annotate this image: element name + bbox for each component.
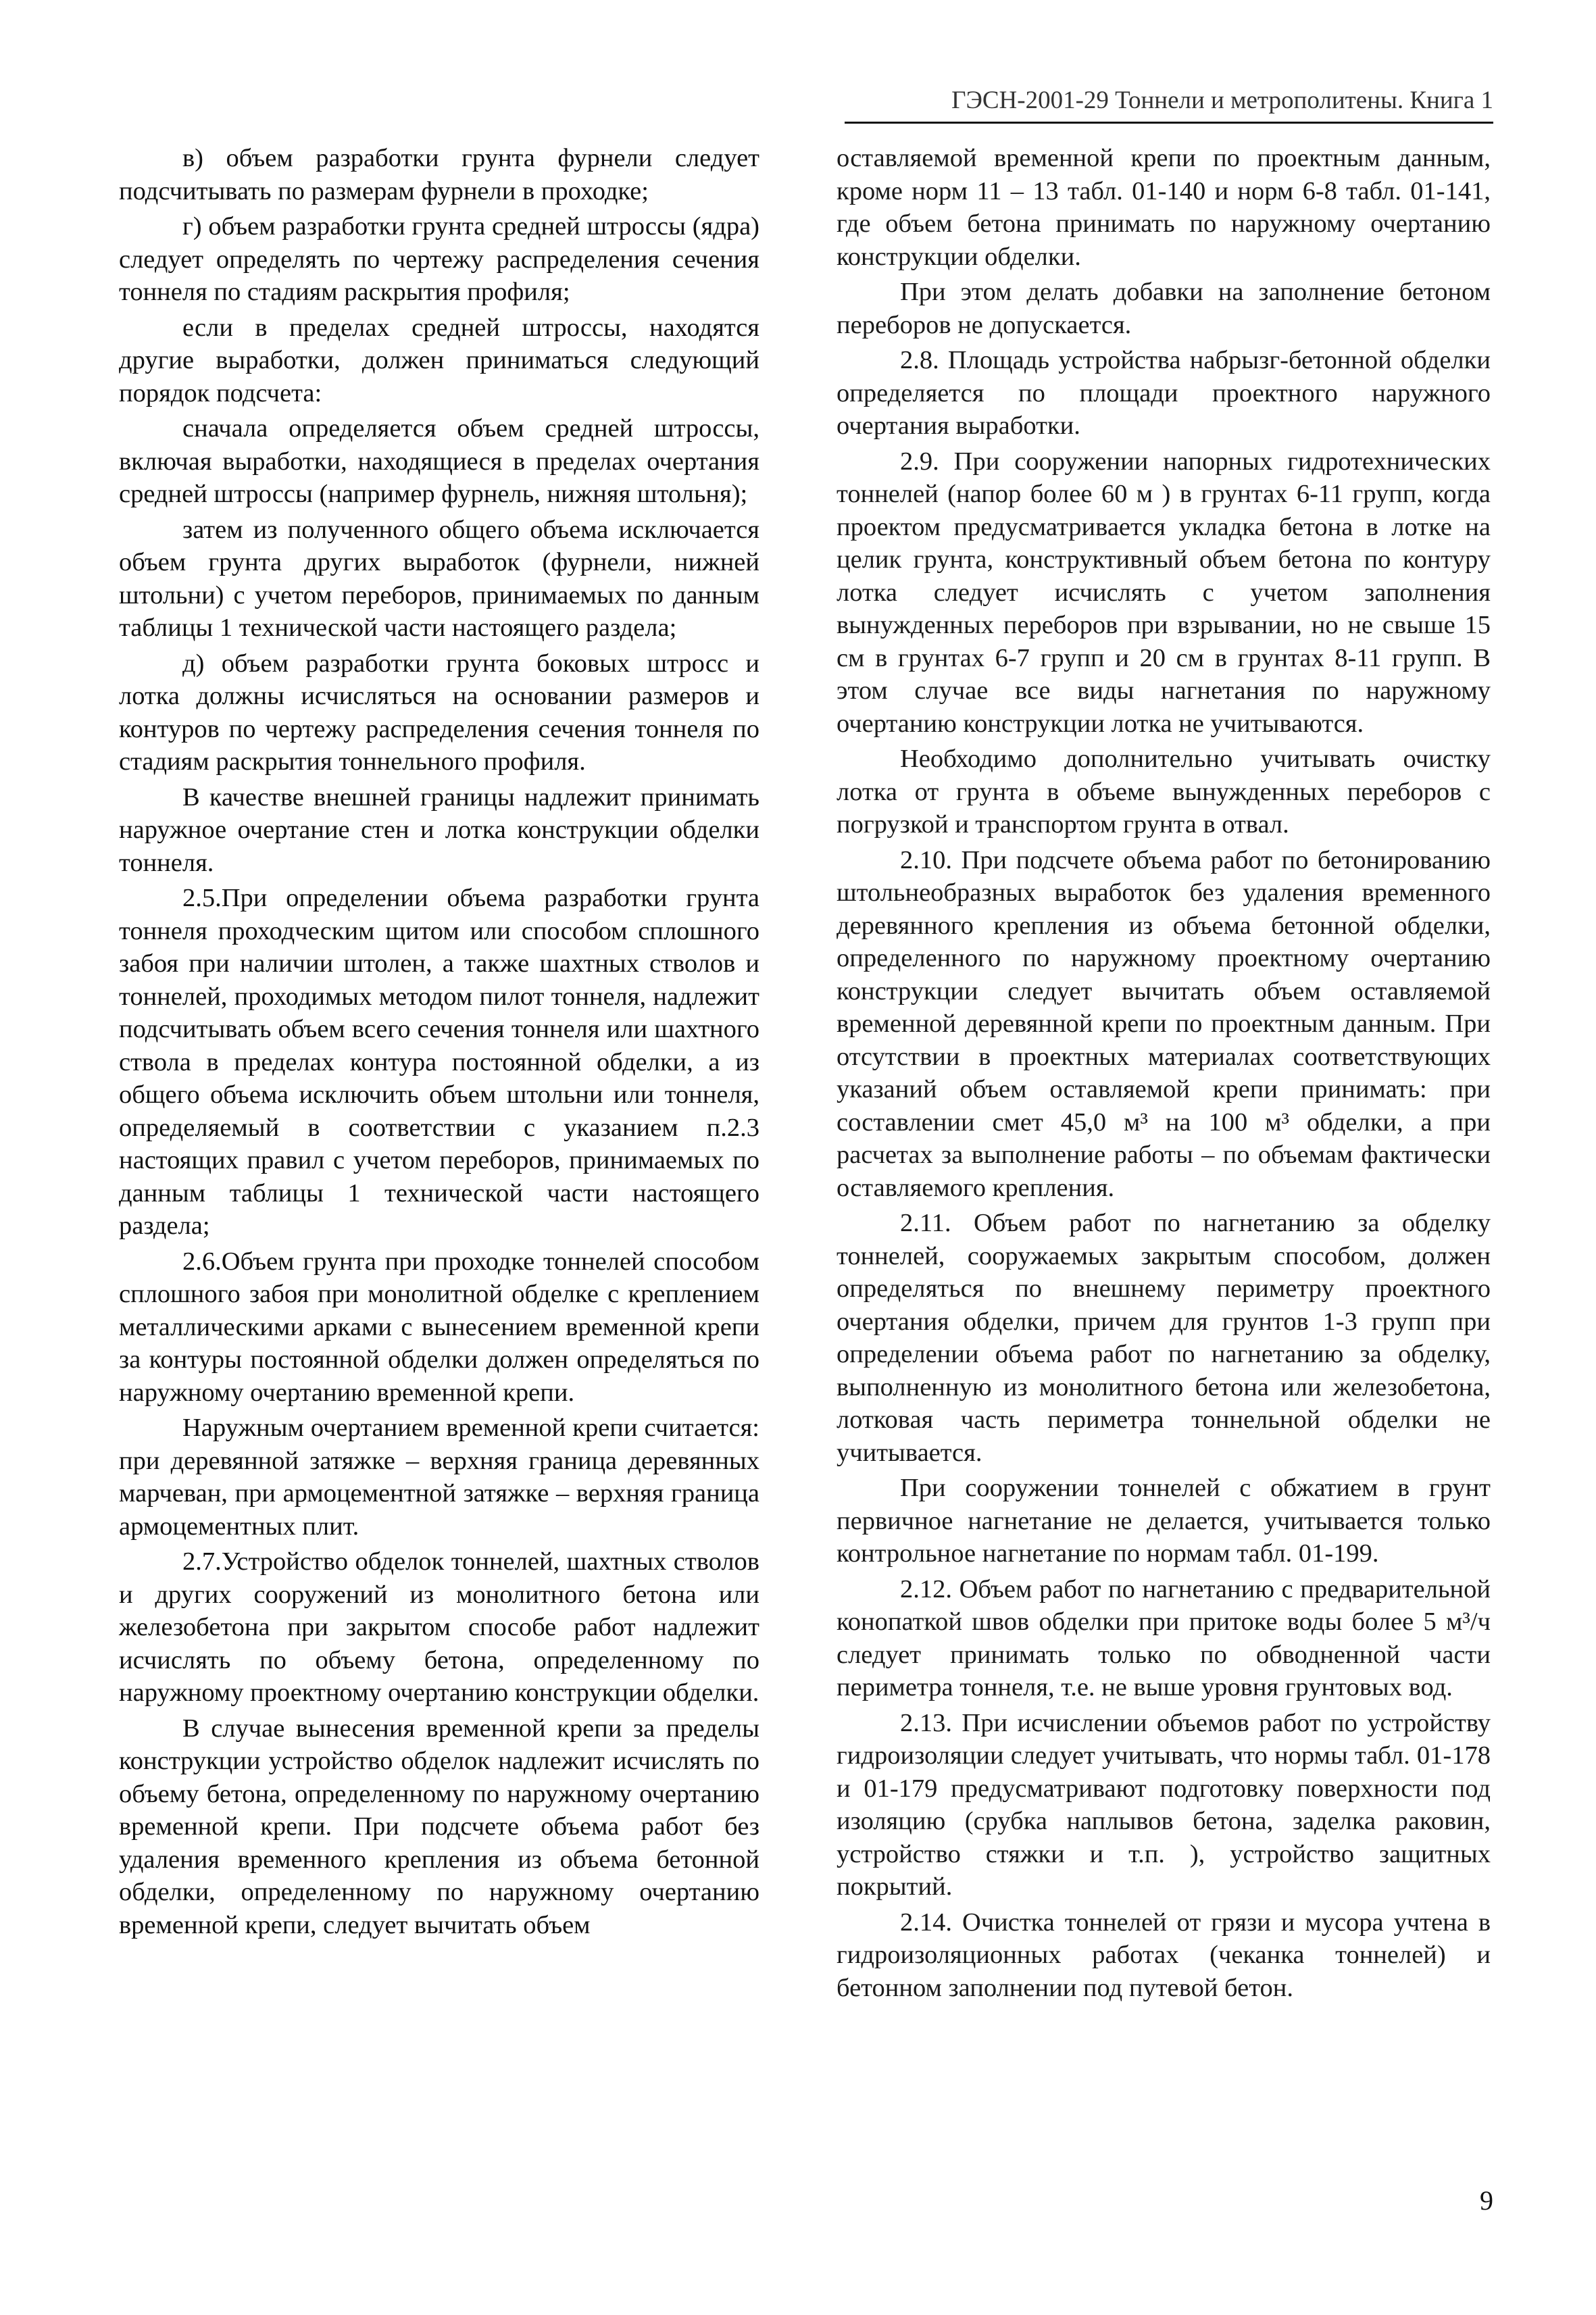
paragraph: д) объем разработки грунта боковых штросс и лотка должны исчисляться на основании размеров и контуров по чертежу распределения сечения тоннеля по стадиям раскрытия тоннельного профиля.	[119, 649, 759, 776]
paragraph: 2.13. При исчислении объемов работ по устройству гидроизоляции следует учитывать, что нормы табл. 01-178 и 01-179 предусматривают подготовку поверхности под изоляцию (срубка наплывов бетона, заделка раковин, устройство стяжки и т.п. ), устройство защитных покрытий.	[837, 1708, 1491, 1901]
paragraph: 2.12. Объем работ по нагнетанию с предварительной конопаткой швов обделки при притоке воды более 5 м³/ч следует принимать только по обводненной части периметра тоннеля, т.е. не выше уровня грунтовых вод.	[837, 1574, 1491, 1701]
paragraph: При этом делать добавки на заполнение бетоном переборов не допускается.	[837, 278, 1491, 339]
paragraph: 2.8. Площадь устройства набрызг-бетонной обделки определяется по площади проектного наружного очертания выработки.	[837, 346, 1491, 440]
paragraph: 2.6.Объем грунта при проходке тоннелей способом сплошного забоя при монолитной обделке с креплением металлическими арками с вынесением временной крепи за контуры постоянной обделки должен определяться по наружному очертанию временной крепи.	[119, 1247, 759, 1407]
right-column	[837, 142, 1491, 2007]
page-number: 9	[1480, 2185, 1493, 2216]
paragraph: 2.9. При сооружении напорных гидротехнических тоннелей (напор более 60 м ) в грунтах 6-11 групп, когда проектом предусматривается укладка бетона в лотке на целик грунта, конструктивный объем бетона по контуру лотка следует исчислять с учетом заполнения вынужденных переборов при взрывании, но не свыше 15 см в грунтах 6-7 групп и 20 см в грунтах 8-11 групп. В этом случае все виды нагнетания по наружному очертанию конструкции лотка не учитываются.	[837, 447, 1491, 738]
paragraph: сначала определяется объем средней штроссы, включая выработки, находящиеся в пределах очертания средней штроссы (например фурнель, нижняя штольня);	[119, 414, 759, 508]
paragraph: В случае вынесения временной крепи за пределы конструкции устройство обделок надлежит исчислять по объему бетона, определенному по наружному очертанию временной крепи. При подсчете объема работ без удаления временного крепления из объема бетонной обделки, определенному по наружному очертанию временной крепи, следует вычитать объем	[119, 1714, 759, 1939]
left-column	[119, 142, 759, 1944]
paragraph: Необходимо дополнительно учитывать очистку лотка от грунта в объеме вынужденных переборов с погрузкой и транспортом грунта в отвал.	[837, 745, 1491, 839]
paragraph: оставляемой временной крепи по проектным данным, кроме норм 11 – 13 табл. 01-140 и норм 6-8 табл. 01-141, где объем бетона принимать по наружному очертанию конструкции обделки.	[837, 144, 1491, 271]
paragraph: в) объем разработки грунта фурнели следует подсчитывать по размерам фурнели в проходке;	[119, 144, 759, 205]
paragraph: затем из полученного общего объема исключается объем грунта других выработок (фурнели, нижней штольни) с учетом переборов, принимаемых по данным таблицы 1 технической части настоящего раздела;	[119, 515, 759, 642]
paragraph: При сооружении тоннелей с обжатием в грунт первичное нагнетание не делается, учитывается только контрольное нагнетание по нормам табл. 01-199.	[837, 1474, 1491, 1568]
paragraph: 2.11. Объем работ по нагнетанию за обделку тоннелей, сооружаемых закрытым способом, должен определяться по внешнему периметру проектного очертания обделки, причем для грунтов 1-3 групп при определении объема работ по нагнетанию за обделку, выполненную из монолитного бетона или железобетона, лотковая часть периметра тоннельной обделки не учитывается.	[837, 1209, 1491, 1467]
paragraph: В качестве внешней границы надлежит принимать наружное очертание стен и лотка конструкции обделки тоннеля.	[119, 782, 759, 877]
paragraph: г) объем разработки грунта средней штроссы (ядра) следует определять по чертежу распределения сечения тоннеля по стадиям раскрытия профиля;	[119, 212, 759, 306]
paragraph: Наружным очертанием временной крепи считается: при деревянной затяжке – верхняя граница деревянных марчеван, при армоцементной затяжке – верхняя граница армоцементных плит.	[119, 1414, 759, 1541]
paragraph: 2.5.При определении объема разработки грунта тоннеля проходческим щитом или способом сплошного забоя при наличии штолен, а также шахтных стволов и тоннелей, проходимых методом пилот тоннеля, надлежит подсчитывать объем всего сечения тоннеля или шахтного ствола в пределах контура постоянной обделки, а из общего объема исключить объем штольни или тоннеля, определяемый в соответствии с указанием п.2.3 настоящих правил с учетом переборов, принимаемых по данным таблицы 1 технической части настоящего раздела;	[119, 884, 759, 1240]
paragraph: 2.14. Очистка тоннелей от грязи и мусора учтена в гидроизоляционных работах (чеканка тоннелей) и бетонном заполнении под путевой бетон.	[837, 1908, 1491, 2002]
running-header: ГЭСН-2001-29 Тоннели и метрополитены. Книга 1	[845, 81, 1493, 124]
paragraph: если в пределах средней штроссы, находятся другие выработки, должен приниматься следующий порядок подсчета:	[119, 313, 759, 407]
paragraph: 2.10. При подсчете объема работ по бетонированию штольнеобразных выработок без удаления временного деревянного крепления из объема бетонной обделки, определенного по наружному проектному очертанию конструкции следует вычитать объем оставляемой временной деревянной крепи по проектным данным. При отсутствии в проектных материалах соответствующих указаний объем оставляемой крепи принимать: при составлении смет 45,0 м³ на 100 м³ обделки, а при расчетах за выполнение работы – по объемам фактически оставляемого крепления.	[837, 845, 1491, 1202]
paragraph: 2.7.Устройство обделок тоннелей, шахтных стволов и других сооружений из монолитного бетона или железобетона при закрытом способе работ надлежит исчислять по объему бетона, определенному по наружному проектному очертанию конструкции обделки.	[119, 1547, 759, 1707]
